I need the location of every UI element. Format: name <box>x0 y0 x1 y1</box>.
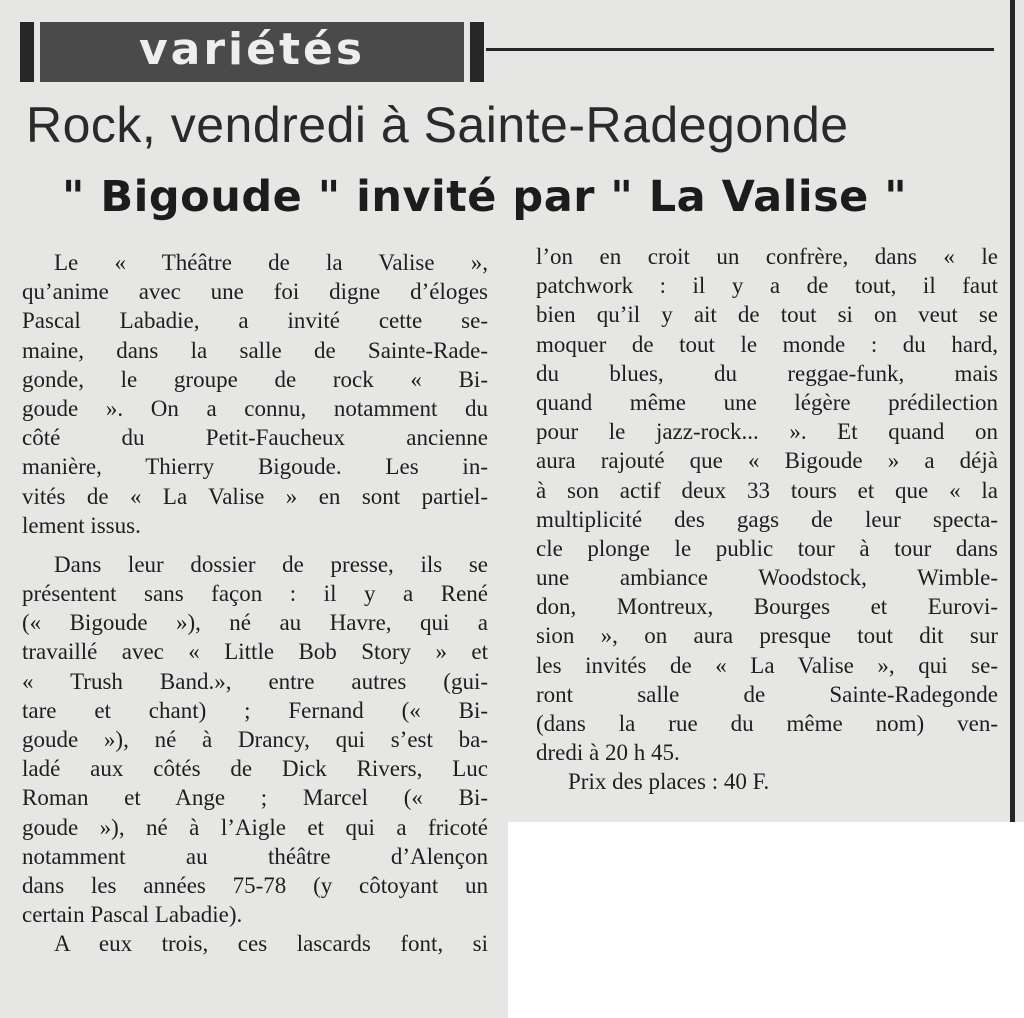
text-line: du blues, du reggae-funk, mais <box>536 360 998 386</box>
text-line: goude »), né à Drancy, qui s’est ba- <box>22 727 488 752</box>
text-line: ront salle de Sainte-Radegonde <box>536 681 998 707</box>
text-line: patchwork : il y a de tout, il faut <box>536 273 998 299</box>
text-line: gonde, le groupe de rock « Bi- <box>22 366 488 392</box>
text-line: sion », on aura presque tout dit sur <box>536 623 998 649</box>
text-line: bien qu’il y ait de tout si on veut se <box>536 302 998 328</box>
paragraph <box>22 550 488 929</box>
text-line: une ambiance Woodstock, Wimble- <box>536 565 998 591</box>
section-header <box>20 22 484 82</box>
text-line: dredi à 20 h 45. <box>536 740 680 766</box>
text-line: Pascal Labadie, a invité cette se- <box>22 308 488 334</box>
article-kicker: Rock, vendredi à Sainte-Radegonde <box>26 97 849 153</box>
text-line: dans les années 75-78 (y côtoyant un <box>22 872 488 898</box>
text-line: vités de « La Valise » en sont partiel- <box>22 483 488 509</box>
text-line: ladé aux côtés de Dick Rivers, Luc <box>22 756 488 782</box>
article-column-left <box>22 248 488 959</box>
paragraph <box>536 242 998 767</box>
section-rule <box>486 48 994 51</box>
paragraph <box>22 248 488 540</box>
text-line: pour le jazz-rock... ». Et quand on <box>536 419 998 445</box>
text-line: à son actif deux 33 tours et que « la <box>536 477 998 503</box>
section-label: variétés <box>40 22 464 82</box>
text-line: présentent sans façon : il y a René <box>22 581 488 607</box>
text-line: manière, Thierry Bigoude. Les in- <box>22 454 488 480</box>
text-line: qu’anime avec une foi digne d’éloges <box>22 279 488 305</box>
text-line: notamment au théâtre d’Alençon <box>22 843 488 869</box>
article-headline: " Bigoude " invité par " La Valise " <box>62 172 908 222</box>
text-line: goude ». On a connu, notamment du <box>22 395 488 421</box>
text-line: Le « Théâtre de la Valise », <box>54 250 488 275</box>
text-line: lement issus. <box>22 512 141 538</box>
text-line: Prix des places : 40 F. <box>568 769 770 795</box>
text-line: cle plonge le public tour à tour dans <box>536 535 998 561</box>
text-line: côté du Petit-Faucheux ancienne <box>22 425 488 451</box>
text-line: l’on en croit un confrère, dans « le <box>536 244 998 269</box>
paragraph <box>536 767 998 796</box>
text-line: maine, dans la salle de Sainte-Rade- <box>22 337 488 363</box>
text-line: moquer de tout le monde : du hard, <box>536 331 998 357</box>
text-line: (dans la rue du même nom) ven- <box>536 711 998 736</box>
section-bar-edge <box>470 22 484 82</box>
text-line: goude »), né à l’Aigle et qui a fricoté <box>22 814 488 840</box>
text-line: « Trush Band.», entre autres (gui- <box>22 668 488 694</box>
text-line: certain Pascal Labadie). <box>22 902 243 928</box>
text-line: aura rajouté que « Bigoude » a déjà <box>536 448 998 474</box>
text-line: A eux trois, ces lascards font, si <box>54 931 488 957</box>
text-line: (« Bigoude »), né au Havre, qui a <box>22 610 488 636</box>
column-border-rule <box>1010 0 1015 822</box>
text-line: Roman et Ange ; Marcel (« Bi- <box>22 785 488 811</box>
text-line: Dans leur dossier de presse, ils se <box>54 551 488 577</box>
article-column-right <box>536 242 998 797</box>
text-line: quand même une légère prédilection <box>536 389 998 415</box>
text-line: tare et chant) ; Fernand (« Bi- <box>22 697 488 723</box>
text-line: travaillé avec « Little Bob Story » et <box>22 639 488 665</box>
section-bar-edge <box>20 22 34 82</box>
text-line: multiplicité des gags de leur specta- <box>536 506 998 532</box>
text-line: don, Montreux, Bourges et Eurovi- <box>536 594 998 620</box>
text-line: les invités de « La Valise », qui se- <box>536 652 998 678</box>
paragraph <box>22 929 488 958</box>
